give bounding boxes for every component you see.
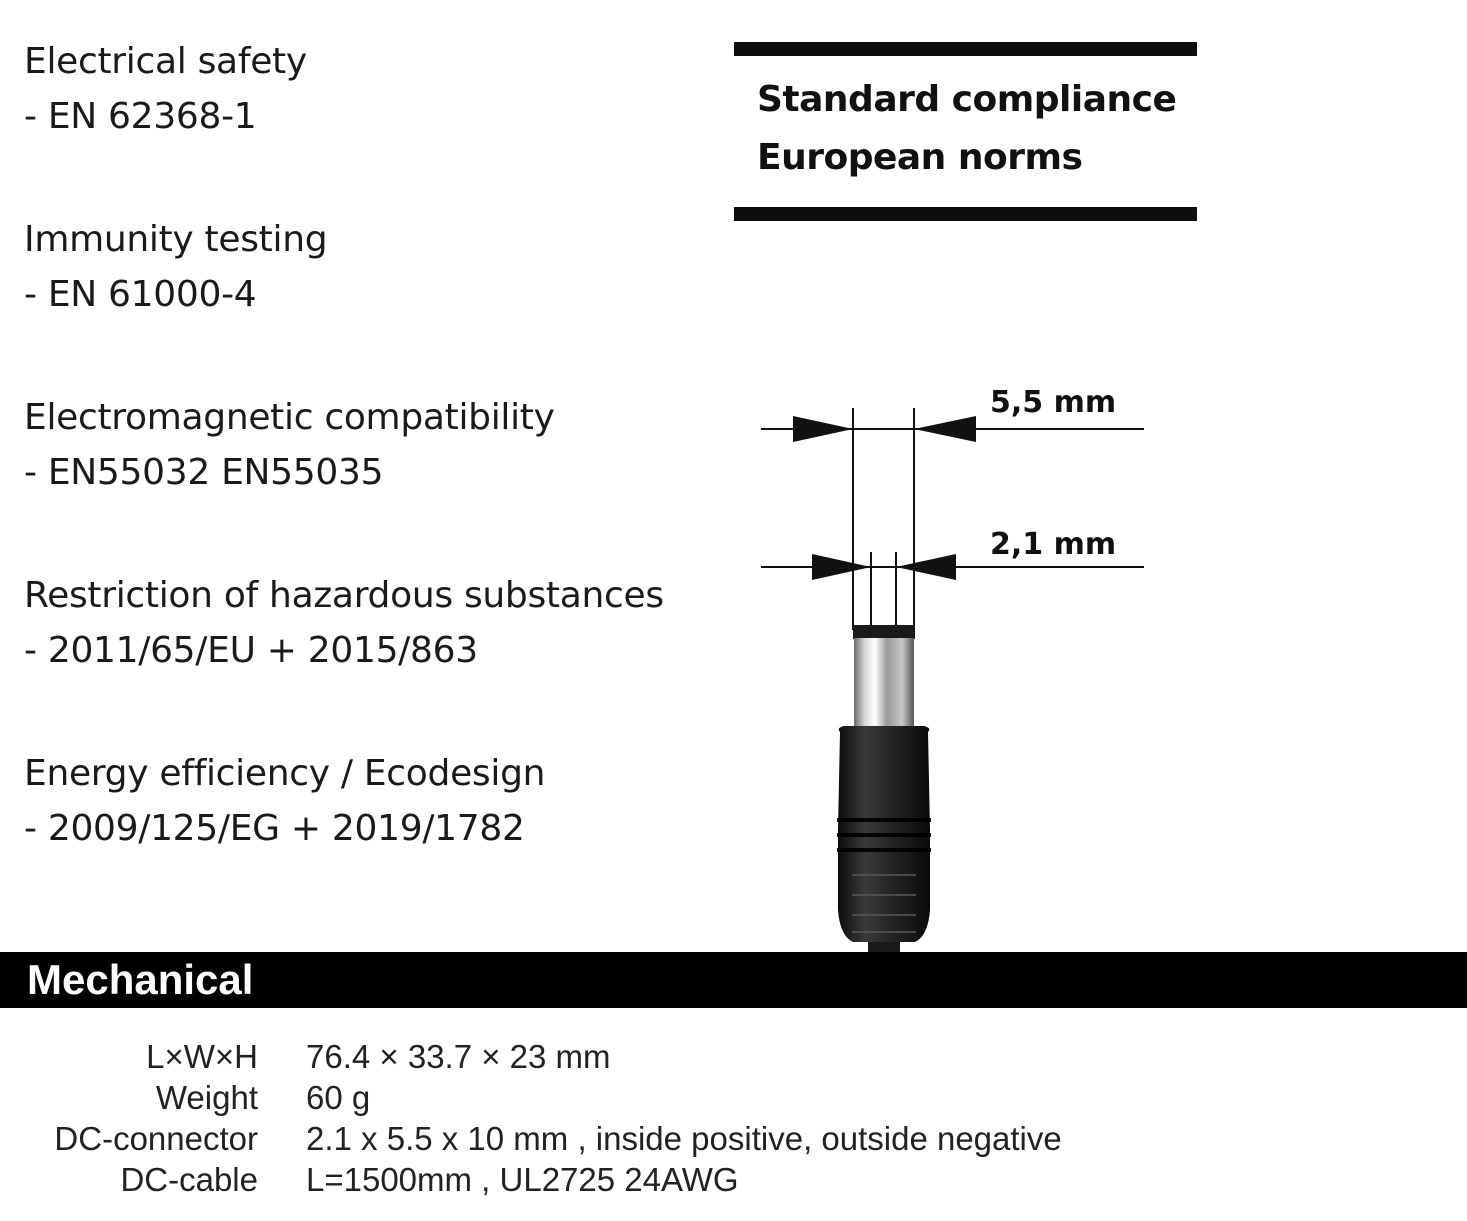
inner-diameter-dimension	[761, 527, 1144, 630]
spec-value: 60 g	[306, 1079, 371, 1116]
standard-title: Energy efficiency / Ecodesign	[24, 753, 546, 794]
arrow-right-icon	[812, 554, 871, 580]
inner-diameter-label: 2,1 mm	[990, 527, 1117, 562]
standard-value: - EN 61000-4	[24, 274, 257, 315]
mechanical-header	[0, 952, 1467, 1008]
standard-value: - 2009/125/EG + 2019/1782	[24, 808, 525, 849]
spec-label: DC-cable	[120, 1161, 258, 1198]
compliance-bottom-bar	[734, 207, 1197, 221]
spec-row	[0, 1036, 1300, 1077]
dc-connector-drawing	[740, 370, 1160, 960]
standard-value: - 2011/65/EU + 2015/863	[24, 630, 478, 671]
mechanical-title: Mechanical	[27, 956, 254, 1003]
compliance-box	[734, 42, 1197, 221]
spec-row	[0, 1159, 1300, 1200]
arrow-left-icon	[896, 554, 956, 580]
standard-electrical-safety	[24, 40, 307, 139]
spec-value: L=1500mm , UL2725 24AWG	[306, 1161, 739, 1198]
arrow-right-icon	[793, 416, 853, 442]
standard-emc	[24, 396, 555, 495]
spec-value: 76.4 × 33.7 × 23 mm	[306, 1038, 611, 1075]
standard-immunity-testing	[24, 218, 327, 317]
standard-title: Electromagnetic compatibility	[24, 397, 555, 438]
spec-label: Weight	[155, 1079, 258, 1116]
spec-label: L×W×H	[146, 1038, 258, 1075]
spec-row	[0, 1118, 1300, 1159]
standard-title: Electrical safety	[24, 41, 307, 82]
outer-diameter-dimension	[761, 385, 1144, 630]
standard-title: Restriction of hazardous substances	[24, 575, 664, 616]
compliance-subheading: European norms	[757, 137, 1083, 178]
standard-value: - EN55032 EN55035	[24, 452, 384, 493]
standard-energy-efficiency	[24, 752, 545, 851]
compliance-top-bar	[734, 42, 1197, 56]
spec-row	[0, 1077, 1300, 1118]
standard-rohs	[24, 574, 664, 673]
spec-label: DC-connector	[54, 1120, 258, 1157]
spec-value: 2.1 x 5.5 x 10 mm , inside positive, outside negative	[306, 1120, 1062, 1157]
outer-diameter-label: 5,5 mm	[990, 385, 1117, 420]
standard-value: - EN 62368-1	[24, 96, 257, 137]
standard-title: Immunity testing	[24, 219, 328, 260]
compliance-heading: Standard compliance	[757, 79, 1177, 120]
plug-photo	[837, 625, 931, 956]
arrow-left-icon	[914, 416, 976, 442]
